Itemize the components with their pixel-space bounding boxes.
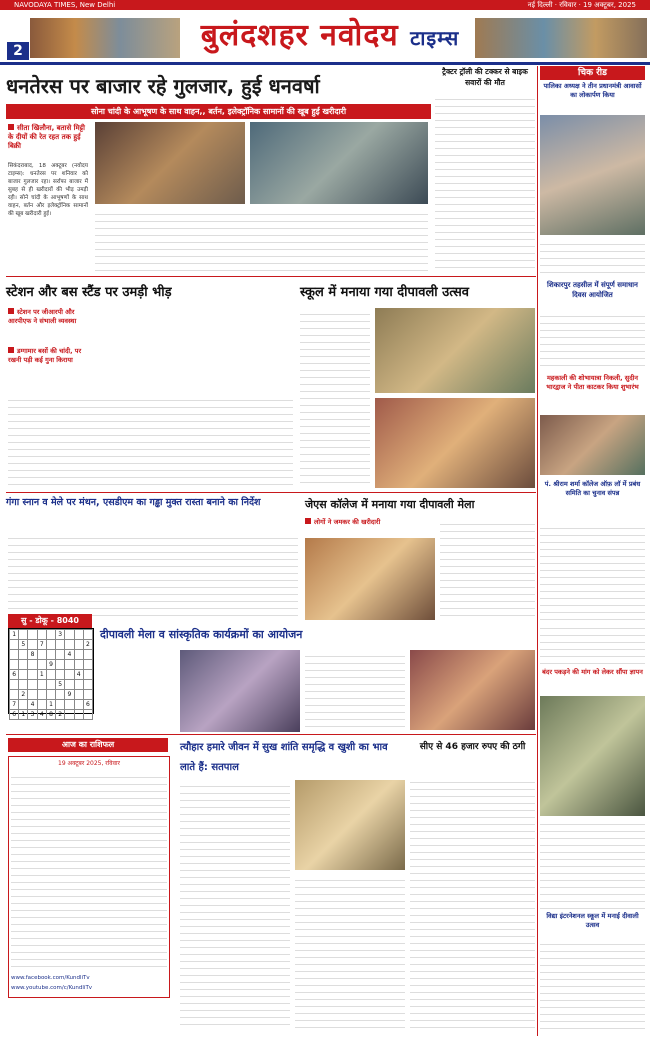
station-side-2-text: डग्गामार बसों की चांदी, पर रखनी पड़ी कई गुना किराया [8,347,82,364]
diwali-photo-2 [410,650,535,730]
bullet-icon [8,308,14,314]
vidya-headline: विद्या इंटरनेशनल स्कूल में मनाई दीवाली उत्सव [546,912,639,929]
masthead-rule [0,62,650,65]
tyohar-photo [295,780,405,870]
sudoku-label: सु - डोकू - 8040 [8,614,92,628]
pshri-body [540,522,645,620]
rashifal-box [8,756,170,998]
bullet-icon [8,347,14,353]
top-strip [0,0,650,10]
lead-photo [95,122,245,204]
rashifal-text [11,771,167,971]
page-number: 2 [7,42,29,60]
lead-side-headline [8,124,88,160]
sudoku-grid: 1 3 5 7 2 8 4 9 6 1 4 5 2 9 7 4 1 6 6 1 3 4 8 2 [8,628,94,714]
check-red-label: चिक रीड [540,66,645,80]
lead-photo-2 [250,122,428,204]
divider [6,276,536,277]
bandar-body [540,818,645,910]
tyohar-body-2 [295,874,405,1030]
school-headline: स्कूल में मनाया गया दीपावली उत्सव [300,285,470,300]
lead-side-text: सीता खिलौना, बतासे मिट्टी के दीयों की रेत रहत तक हुई बिक्री [8,124,85,150]
brand-suffix: टाइम्स [410,26,460,50]
jase-side [305,518,415,536]
school-photo-2 [375,398,535,488]
jase-side-text: लोगों ने जमकर की खरीदारी [314,518,381,526]
station-side-1 [8,308,93,346]
edition-label: NAVODAYA TIMES, New Delhi [14,1,116,9]
bandar-photo [540,696,645,816]
bullet-icon [305,518,311,524]
station-side-1-text: स्टेशन पर जीआरपी और आरपीएफ ने संभाली व्यवस्था [8,308,77,325]
ganga-headline: गंगा स्नान व मेले पर मंथन, एसडीएम का गड्ढा मुक्त रास्ता बनाने का निर्देश [6,497,261,508]
jase-headline: जेएस कॉलेज में मनाया गया दीपावली मेला [305,498,475,511]
brand-name: बुलंदशहर नवोदय [200,18,399,53]
ceo-headline: सीए से 46 हजार रुपए की ठगी [419,742,526,752]
rashifal-label: आज का राशिफल [8,738,168,752]
tyohar-headline: त्यौहार हमारे जीवन में सुख शांति समृद्धि व खुशी का भाव लाते हैं: सतपाल [180,742,388,773]
lead-headline: धनतेरस पर बाजार रहे गुलजार, हुई धनवर्षा [6,74,320,98]
check-red-body [540,238,645,278]
mahkali-photo [540,415,645,475]
diwali-body-1 [305,650,405,732]
divider [6,492,536,493]
check-red-photo [540,115,645,235]
masthead-collage-left [30,18,180,58]
brand-title [185,14,475,58]
pshri-body-2 [540,622,645,666]
rashifal-date: 19 अक्टूबर 2025, रविवार [58,760,120,767]
bandar-headline: बंदर पकड़ने की मांग को लेकर सौंपा ज्ञापन [542,668,643,676]
ceo-body [410,776,535,1030]
diwali-headline: दीपावली मेला व सांस्कृतिक कार्यक्रमों का आयोजन [100,628,303,641]
divider [6,734,536,735]
ganga-body [8,532,298,622]
jase-body [440,518,535,620]
pshri-headline: पं. श्रीराम शर्मा कॉलेज ऑफ़ लॉ में प्रबंध समिति का चुनाव संपन्न [544,480,641,497]
check-red-headline: पालिका अध्यक्ष ने तीन प्रधानमंत्री आवासों का लोकार्पण किया [543,82,642,99]
divider [537,66,538,1036]
lead-body: सिकंदराबाद, 18 अक्टूबर (नवोदय टाइम्स): धनतेरस पर शनिवार को बाजार गुलजार रहा। सर्राफा बाजार में सुबह से ही खरीदारों की भीड़ उमड़ी रही। सोने चांदी के आभूषणों के साथ वाहन, बर्तन और इलेक्ट्रॉनिक सामानों की खूब खरीदारी हुई। [8,163,88,217]
kundli-facebook[interactable]: www.facebook.com/KundliTv [11,975,90,981]
tractor-headline: ट्रैक्टर ट्रॉली की टक्कर से बाइक सवारों की मौत [442,67,528,87]
vidya-body [540,938,645,1030]
lead-deck: सोना चांदी के आभूषण के साथ वाहन,, बर्तन, इलेक्ट्रॉनिक सामानों की खूब हुई खरीदारी [6,104,431,119]
station-body [8,394,293,490]
date-label: नई दिल्ली · रविवार · 19 अक्टूबर, 2025 [527,1,636,9]
kundli-youtube[interactable]: www.youtube.com/c/KundliTv [11,985,93,991]
station-side-2 [8,347,93,391]
school-body [300,308,370,488]
jase-photo [305,538,435,620]
diwali-photo [180,650,300,732]
tyohar-body [180,780,290,1030]
masthead-collage-right [475,18,647,58]
station-headline: स्टेशन और बस स्टैंड पर उमड़ी भीड़ [6,285,172,300]
bullet-icon [8,124,14,130]
lead-body-cont [95,208,428,272]
tractor-body [435,93,535,271]
shikarpur-headline: शिकारपुर तहसील में संपूर्ण समाधान दिवस आयोजित [547,281,638,299]
shikarpur-body [540,310,645,372]
mahkali-headline: महकाली की शोभायात्रा निकली, सुदीन भारद्वाज ने पीता काटकर किया शुभारंभ [546,374,639,391]
school-photo [375,308,535,393]
